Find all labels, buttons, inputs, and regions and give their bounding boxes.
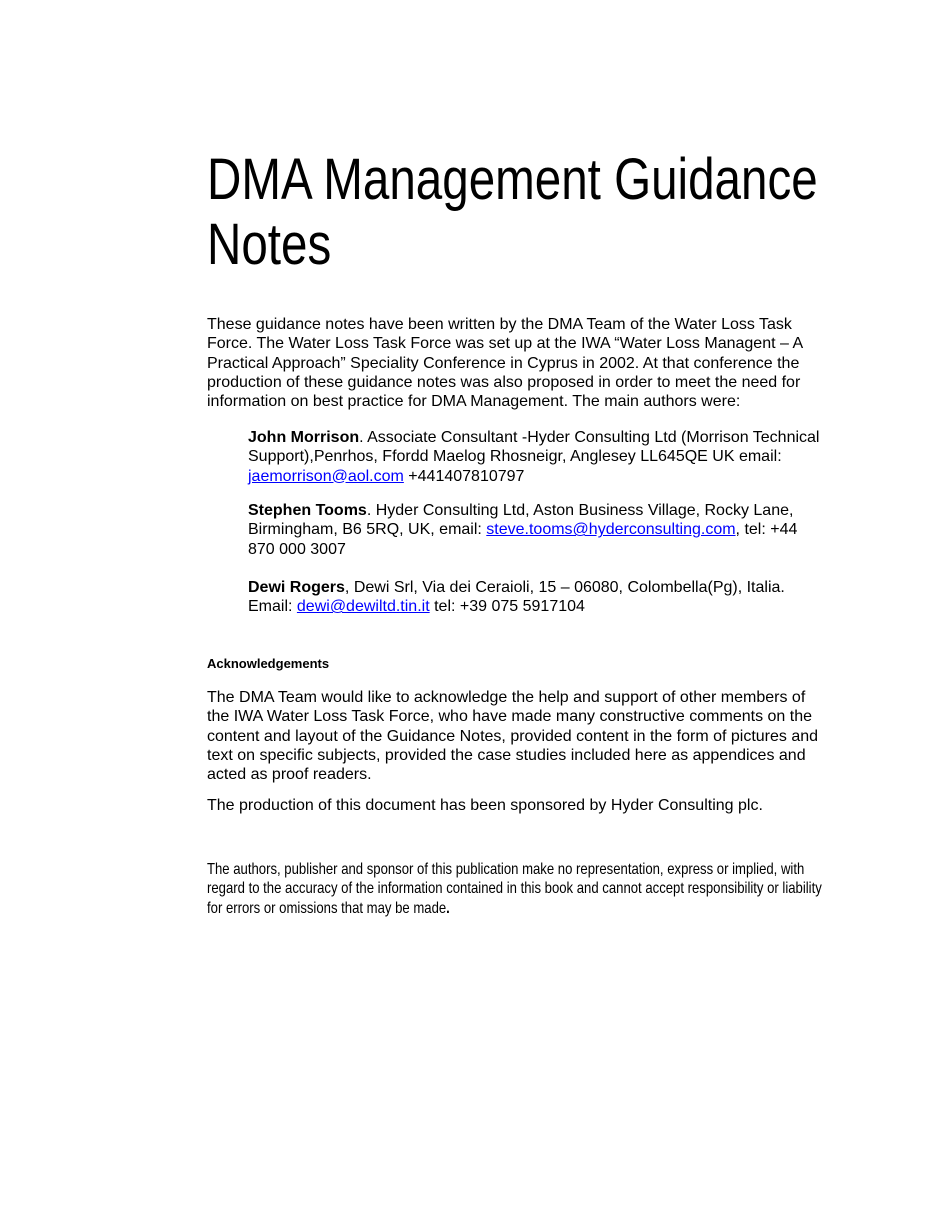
intro-paragraph: These guidance notes have been written by the DMA Team of the Water Loss Task Force. The Water Loss Task Force was set up at the IWA “Water Loss Managent – A Practical Approach” Speciality Conference in Cyprus in 2002. At that conference the production of these guidance notes was also proposed in order to meet the need for information on best practice for DMA Management. The main authors were: — [207, 316, 803, 411]
email-link[interactable]: steve.tooms@hyderconsulting.com — [486, 521, 736, 539]
author-name: Stephen Tooms — [248, 502, 367, 519]
disclaimer-text: The authors, publisher and sponsor of this publication make no representation, express or implied, with regard to the accuracy of the information contained in this book and cannot accept responsibility or liability for errors or omissions that may be made — [207, 861, 822, 917]
author-entry — [248, 501, 828, 559]
acknowledgements-paragraph: The DMA Team would like to acknowledge the help and support of other members of the IWA Water Loss Task Force, who have made many constructive comments on the content and layout of the Guidance Notes, provided content in the form of pictures and text on specific subjects, provided the case studies included here as appendices and acted as proof readers. — [207, 689, 819, 784]
author-details: . Associate Consultant -Hyder Consulting Ltd (Morrison Technical Support),Penrhos, Ffordd Maelog Rhosneigr, Anglesey LL645QE UK email: — [248, 429, 820, 466]
disclaimer-terminator: . — [446, 899, 450, 917]
author-name: John Morrison — [248, 429, 360, 446]
email-link[interactable]: dewi@dewiltd.tin.it — [296, 598, 430, 616]
author-phone: +441407810797 — [403, 467, 525, 485]
author-phone: tel: +39 075 5917104 — [429, 598, 585, 616]
author-phone: , tel: +44 870 000 3007 — [248, 521, 798, 558]
author-name: Dewi Rogers — [248, 579, 345, 596]
page-title: DMA Management Guidance Notes — [207, 147, 818, 277]
sponsor-note: The production of this document has been sponsored by Hyder Consulting plc. — [207, 797, 763, 814]
author-details: , Dewi Srl, Via dei Ceraioli, 15 – 06080, Colombella(Pg), Italia. Email: — [248, 579, 785, 616]
acknowledgements-heading: Acknowledgements — [207, 656, 330, 671]
author-entry — [248, 578, 828, 617]
email-link[interactable]: jaemorrison@aol.com — [248, 467, 404, 485]
author-details: . Hyder Consulting Ltd, Aston Business Village, Rocky Lane, Birmingham, B6 5RQ, UK, email: — [248, 502, 794, 539]
disclaimer-paragraph — [207, 860, 829, 918]
author-entry — [248, 428, 828, 486]
